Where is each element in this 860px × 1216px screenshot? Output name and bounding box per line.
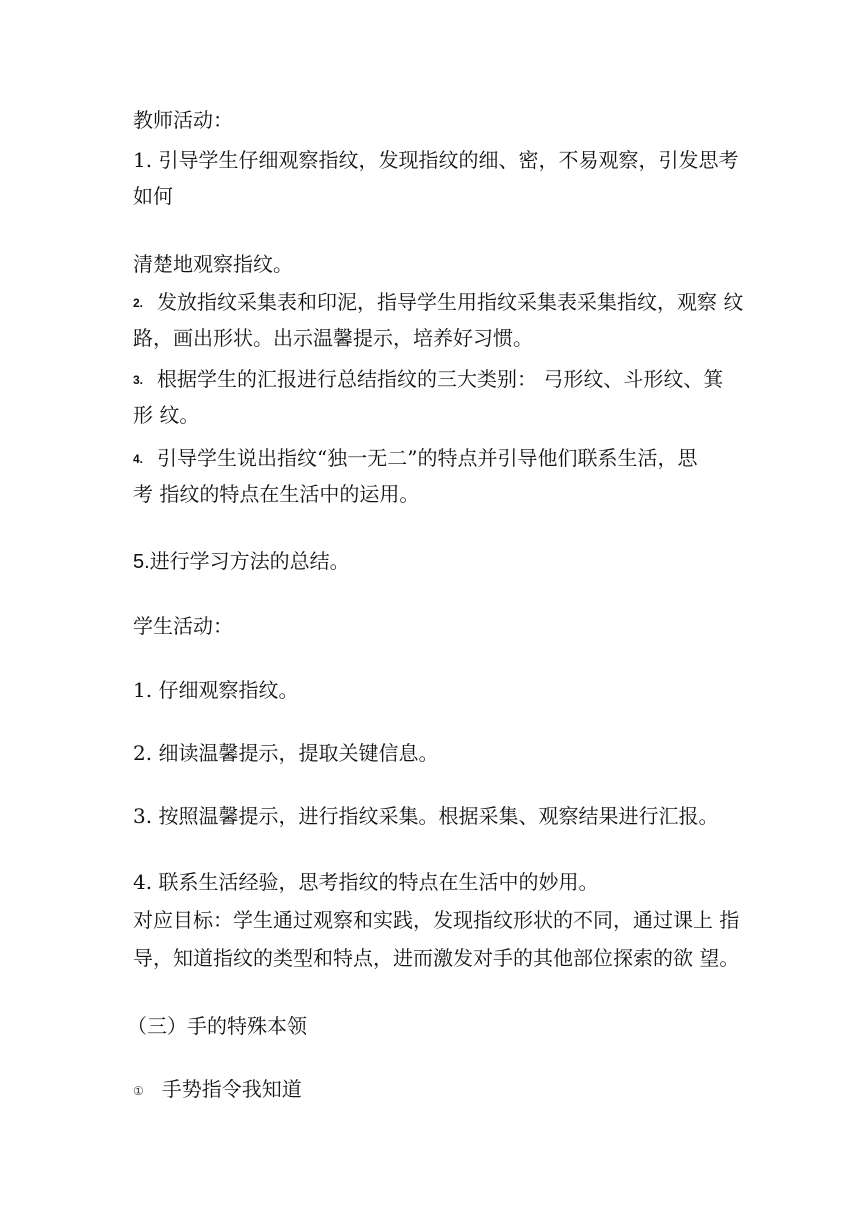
teacher-item-4-number: 4. [133, 452, 144, 466]
teacher-item-3-number: 3. [133, 373, 144, 387]
teacher-item-5-text: 进行学习方法的总结。 [149, 549, 350, 573]
teacher-item-4-text: 引导学生说出指纹“独一无二”的特点并引导他们联系生活，思 [157, 446, 698, 470]
teacher-item-2-number: 2. [133, 296, 144, 310]
teacher-item-3-line-2: 形 纹。 [133, 403, 200, 427]
student-heading: 学生活动： [133, 614, 233, 638]
teacher-item-5-number: 5. [133, 551, 150, 573]
section-3-subitem-1-text: 手势指令我知道 [161, 1077, 302, 1101]
teacher-item-3-line-1 [133, 367, 723, 392]
teacher-item-1-line-2: 如何 [133, 184, 173, 208]
section-3-subitem-1 [133, 1077, 302, 1103]
teacher-item-3-text: 根据学生的汇报进行总结指纹的三大类别： 弓形纹、斗形纹、箕 [157, 367, 724, 391]
objective-line-1: 对应目标：学生通过观察和实践，发现指纹形状的不同，通过课上 指 [133, 908, 740, 932]
student-item-3: 3. 按照温馨提示，进行指纹采集。根据采集、观察结果进行汇报。 [133, 804, 719, 828]
teacher-item-1-line-3: 清楚地观察指纹。 [133, 252, 293, 276]
teacher-item-5 [133, 549, 350, 574]
teacher-item-1-line-1: 1. 引导学生仔细观察指纹，发现指纹的细、密，不易观察，引发思考 [133, 148, 739, 172]
student-item-4: 4. 联系生活经验，思考指纹的特点在生活中的妙用。 [133, 870, 599, 894]
student-item-1: 1. 仔细观察指纹。 [133, 678, 299, 702]
section-3-heading: （三）手的特殊本领 [127, 1014, 307, 1038]
teacher-item-2-text: 发放指纹采集表和印泥，指导学生用指纹采集表采集指纹，观察 纹 [157, 290, 744, 314]
circled-number-marker: ① [133, 1084, 144, 1098]
student-item-2: 2. 细读温馨提示，提取关键信息。 [133, 741, 439, 765]
objective-line-2: 导，知道指纹的类型和特点，进而激发对手的其他部位探索的欲 望。 [133, 946, 740, 970]
teacher-item-2-line-2: 路，画出形状。出示温馨提示，培养好习惯。 [133, 326, 533, 350]
teacher-item-4-line-1 [133, 446, 697, 471]
teacher-item-4-line-2: 考 指纹的特点在生活中的运用。 [133, 482, 420, 506]
teacher-heading: 教师活动： [133, 108, 233, 132]
teacher-item-2-line-1 [133, 290, 743, 315]
